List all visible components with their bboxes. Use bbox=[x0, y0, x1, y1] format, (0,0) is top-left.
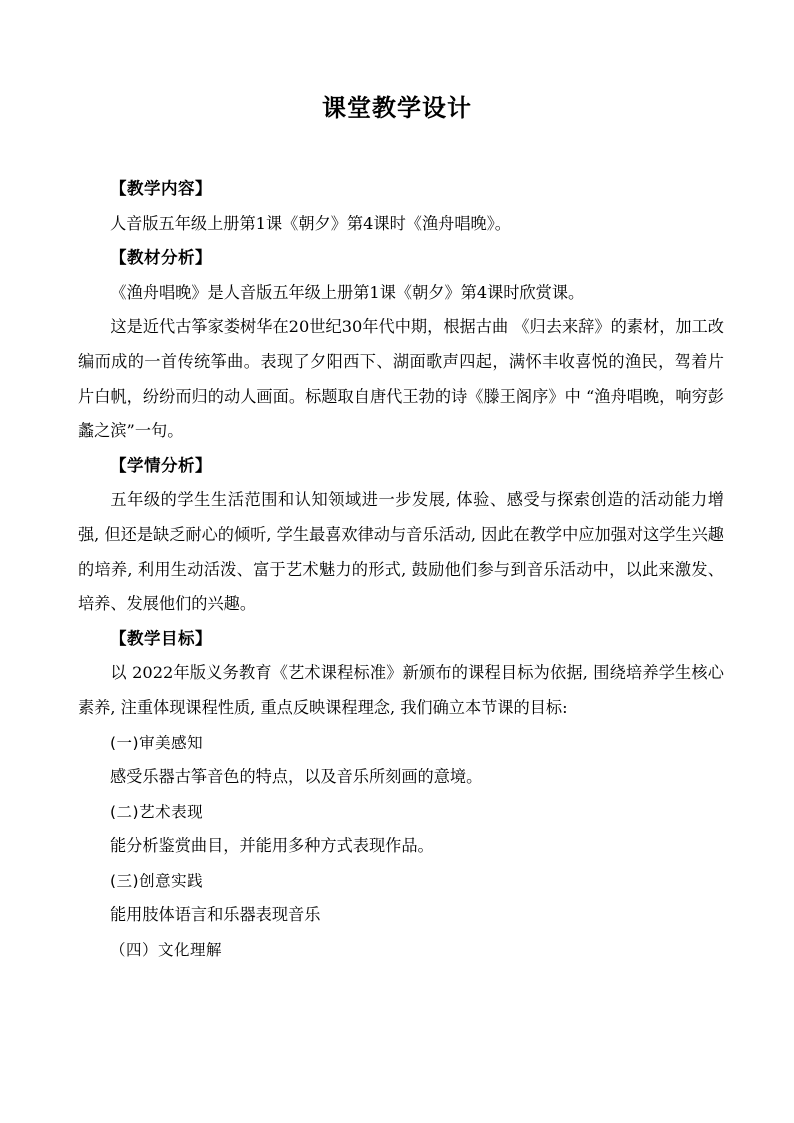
heading-teaching-content: 【教学内容】 bbox=[110, 179, 212, 198]
material-analysis-paragraph-1: 《渔舟唱晚》是人音版五年级上册第1课《朝夕》第4课时欣赏课。 bbox=[110, 282, 585, 302]
heading-teaching-goals: 【教学目标】 bbox=[110, 628, 212, 648]
goal-label-culture: （四）文化理解 bbox=[110, 941, 223, 960]
goal-label-expression: (二)艺术表现 bbox=[110, 802, 204, 821]
goal-text-creative: 能用肢体语言和乐器表现音乐 bbox=[110, 905, 321, 925]
goal-text-aesthetic: 感受乐器古筝音色的特点，以及音乐所刻画的意境。 bbox=[110, 767, 483, 787]
document-body bbox=[78, 172, 724, 968]
heading-learner-analysis: 【学情分析】 bbox=[110, 455, 212, 475]
heading-material-analysis: 【教材分析】 bbox=[110, 248, 212, 268]
learner-analysis-paragraph: 五年级的学生生活范围和认知领域进一步发展, 体验、感受与探索创造的活动能力增强, 但还是缺乏耐心的倾听, 学生最喜欢律动与音乐活动, 因此在教学中应加强对这学生兴趣的培养, 利用生动活泼、富于艺术魅力的形式, 鼓励他们参与到音乐活动中，以此来激发、培养、发展他们的兴趣。 bbox=[78, 490, 724, 614]
teaching-content-text: 人音版五年级上册第1课《朝夕》第4课时《渔舟唱晚》。 bbox=[110, 213, 511, 233]
goal-label-aesthetic: (一)审美感知 bbox=[110, 733, 204, 752]
goal-text-expression: 能分析鉴赏曲目，并能用多种方式表现作品。 bbox=[110, 836, 434, 856]
teaching-goals-paragraph: 以 2022年版义务教育《艺术课程标准》新颁布的课程目标为依据, 围绕培养学生核心素养, 注重体现课程性质, 重点反映课程理念, 我们确立本节课的目标: bbox=[78, 663, 724, 717]
document-title: 课堂教学设计 bbox=[322, 94, 472, 122]
material-analysis-paragraph-2: 这是近代古筝家娄树华在20世纪30年代中期，根据古曲 《归去来辞》的素材，加工改编而成的一首传统筝曲。表现了夕阳西下、湖面歌声四起，满怀丰收喜悦的渔民，驾着片片白帆，纷纷而归的动人画面。标题取自唐代王勃的诗《滕王阁序》中 “渔舟唱晚，响穷彭蠡之滨”一句。 bbox=[78, 317, 724, 441]
goal-label-creative: (三)创意实践 bbox=[110, 871, 204, 890]
